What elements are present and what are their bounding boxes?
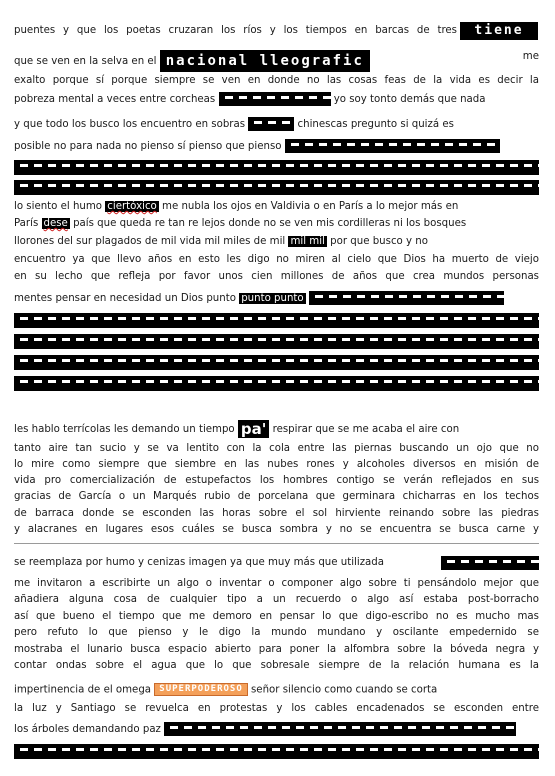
text-line [14,117,539,132]
text-line [14,291,539,306]
text-line: vida pro comercialización de estupefactos los hombres contigo se verán reflejados en sus [14,475,539,486]
redaction-bar [164,722,516,736]
text-line [14,683,539,698]
text-segment: llorones del sur plagados de mil vida mil miles de mil [14,236,286,247]
text-line: exalto porque sí porque siempre se ven en donde no las cosas feas de la vida es decir la [14,75,539,86]
text-line: me invitaron a escribirte un algo o inventar o componer algo sobre ti pensándolo mejor que [14,578,539,589]
text-line: lo mire como siempre que siembre en las nubes rones y alcoholes diversos en misión de [14,459,539,470]
text-line: la luz y Santiago se revuelca en protestas y los cables encadenados se esconden entre [14,703,539,714]
text-line: así que bueno el tiempo que me demoro en pensar lo que digo-escribo no es mucho mas [14,611,539,622]
text-segment: impertinencia de el omega [14,684,152,696]
ornate-word-graphic: SUPERPODEROSO [154,683,247,696]
text-segment: me [522,51,539,62]
text-segment: que se ven en la selva en el [14,56,157,67]
title-graphic: nacional lleografic [160,50,370,72]
text-line [14,235,539,249]
text-line [14,200,539,214]
text-line [14,556,539,570]
redaction-bar [14,180,539,195]
text-segment: lo siento el humo [14,201,103,212]
text-segment: posible no para nada no pienso sí pienso que pienso [14,141,282,152]
text-line [14,217,539,231]
redaction-bar [14,334,539,349]
text-segment: me nubla los ojos en Valdivia o en París a lo mejor más en [162,201,459,212]
text-segment: se reemplaza por humo y cenizas imagen ya que muy más que utilizada [14,557,384,568]
text-segment: país que queda re tan re lejos donde no se ven mis cordilleras ni los bosques [73,218,467,229]
redaction-bar [219,92,331,106]
redaction-bar [14,160,539,175]
text-segment: respirar que se me acaba el aire con [272,424,460,435]
text-line [14,50,539,72]
text-segment: chinescas pregunto si quizá es [297,119,454,130]
redaction-bar [309,291,504,305]
redaction-bar [14,744,539,759]
text-line: encuentro ya que llevo años en esto les digo no miren al cielo que Dios ha muerto de viejo [14,254,539,265]
text-line [14,139,539,154]
text-line: de barraca donde se esconden las horas sobre el sol hirviente reinando sobre las piedras [14,508,539,519]
redaction-bar [14,376,539,391]
text-line: puentes y que los poetas cruzaran los ríos y los tiempos en barcas de tres [14,25,457,36]
text-segment: mentes pensar en necesidad un Dios punto [14,293,236,304]
redaction-bar [285,139,500,153]
highlighted-word: mil mil [290,236,325,247]
text-segment: señor silencio como cuando se corta [251,684,438,696]
text-segment: por que busco y no [330,236,428,247]
text-line: pero refuto lo que pienso y le digo la mundo mundano y oscilante empedernido se [14,627,539,638]
text-line [14,722,539,737]
text-line: y alacranes en lugares esos cuáles se busca sombra y no se encuentra se busca carne y [14,524,539,535]
text-line: tanto aire tan sucio y se va lentito con la cola entre las piernas buscando un ojo que no [14,443,539,454]
redaction-bar [14,355,539,370]
text-segment: París [14,218,39,229]
text-line: mostraba el lunario busca espacio abierto para poner la alfombra sobre la bóveda negra y [14,644,539,655]
highlighted-word: dese [43,218,68,229]
redaction-bar [248,117,294,131]
text-line: añadiera alguna cosa de cualquier tipo a un recuerdo o algo así estaba post-borracho [14,594,539,605]
text-segment: los árboles demandando paz [14,724,161,735]
redaction-bar [14,313,539,328]
corner-word-graphic: tiene [460,22,538,40]
text-line: gracias de García o un Marqués rubio de porcelana que germinara chicharras en los techos [14,491,539,502]
text-line [14,92,539,107]
highlighted-word: ciertóxico [107,201,157,212]
text-line: contar ondas sobre el agua que lo que sobresale siempre de la relación humana es la [14,660,539,671]
text-segment: yo soy tonto demás que nada [333,94,486,105]
text-line: en su lecho que refleja por favor unos cien millones de años que crea mundos personas [14,271,539,282]
redaction-bar [441,556,539,570]
text-segment: les hablo terrícolas les demando un tiempo [14,424,235,435]
text-line [14,422,539,437]
highlighted-word: punto punto [241,293,304,304]
text-segment: pobreza mental a veces entre corcheas [14,94,216,105]
emphasized-word: pa' [238,420,269,438]
divider [14,543,539,544]
text-segment: y que todo los busco los encuentro en sobras [14,119,246,130]
